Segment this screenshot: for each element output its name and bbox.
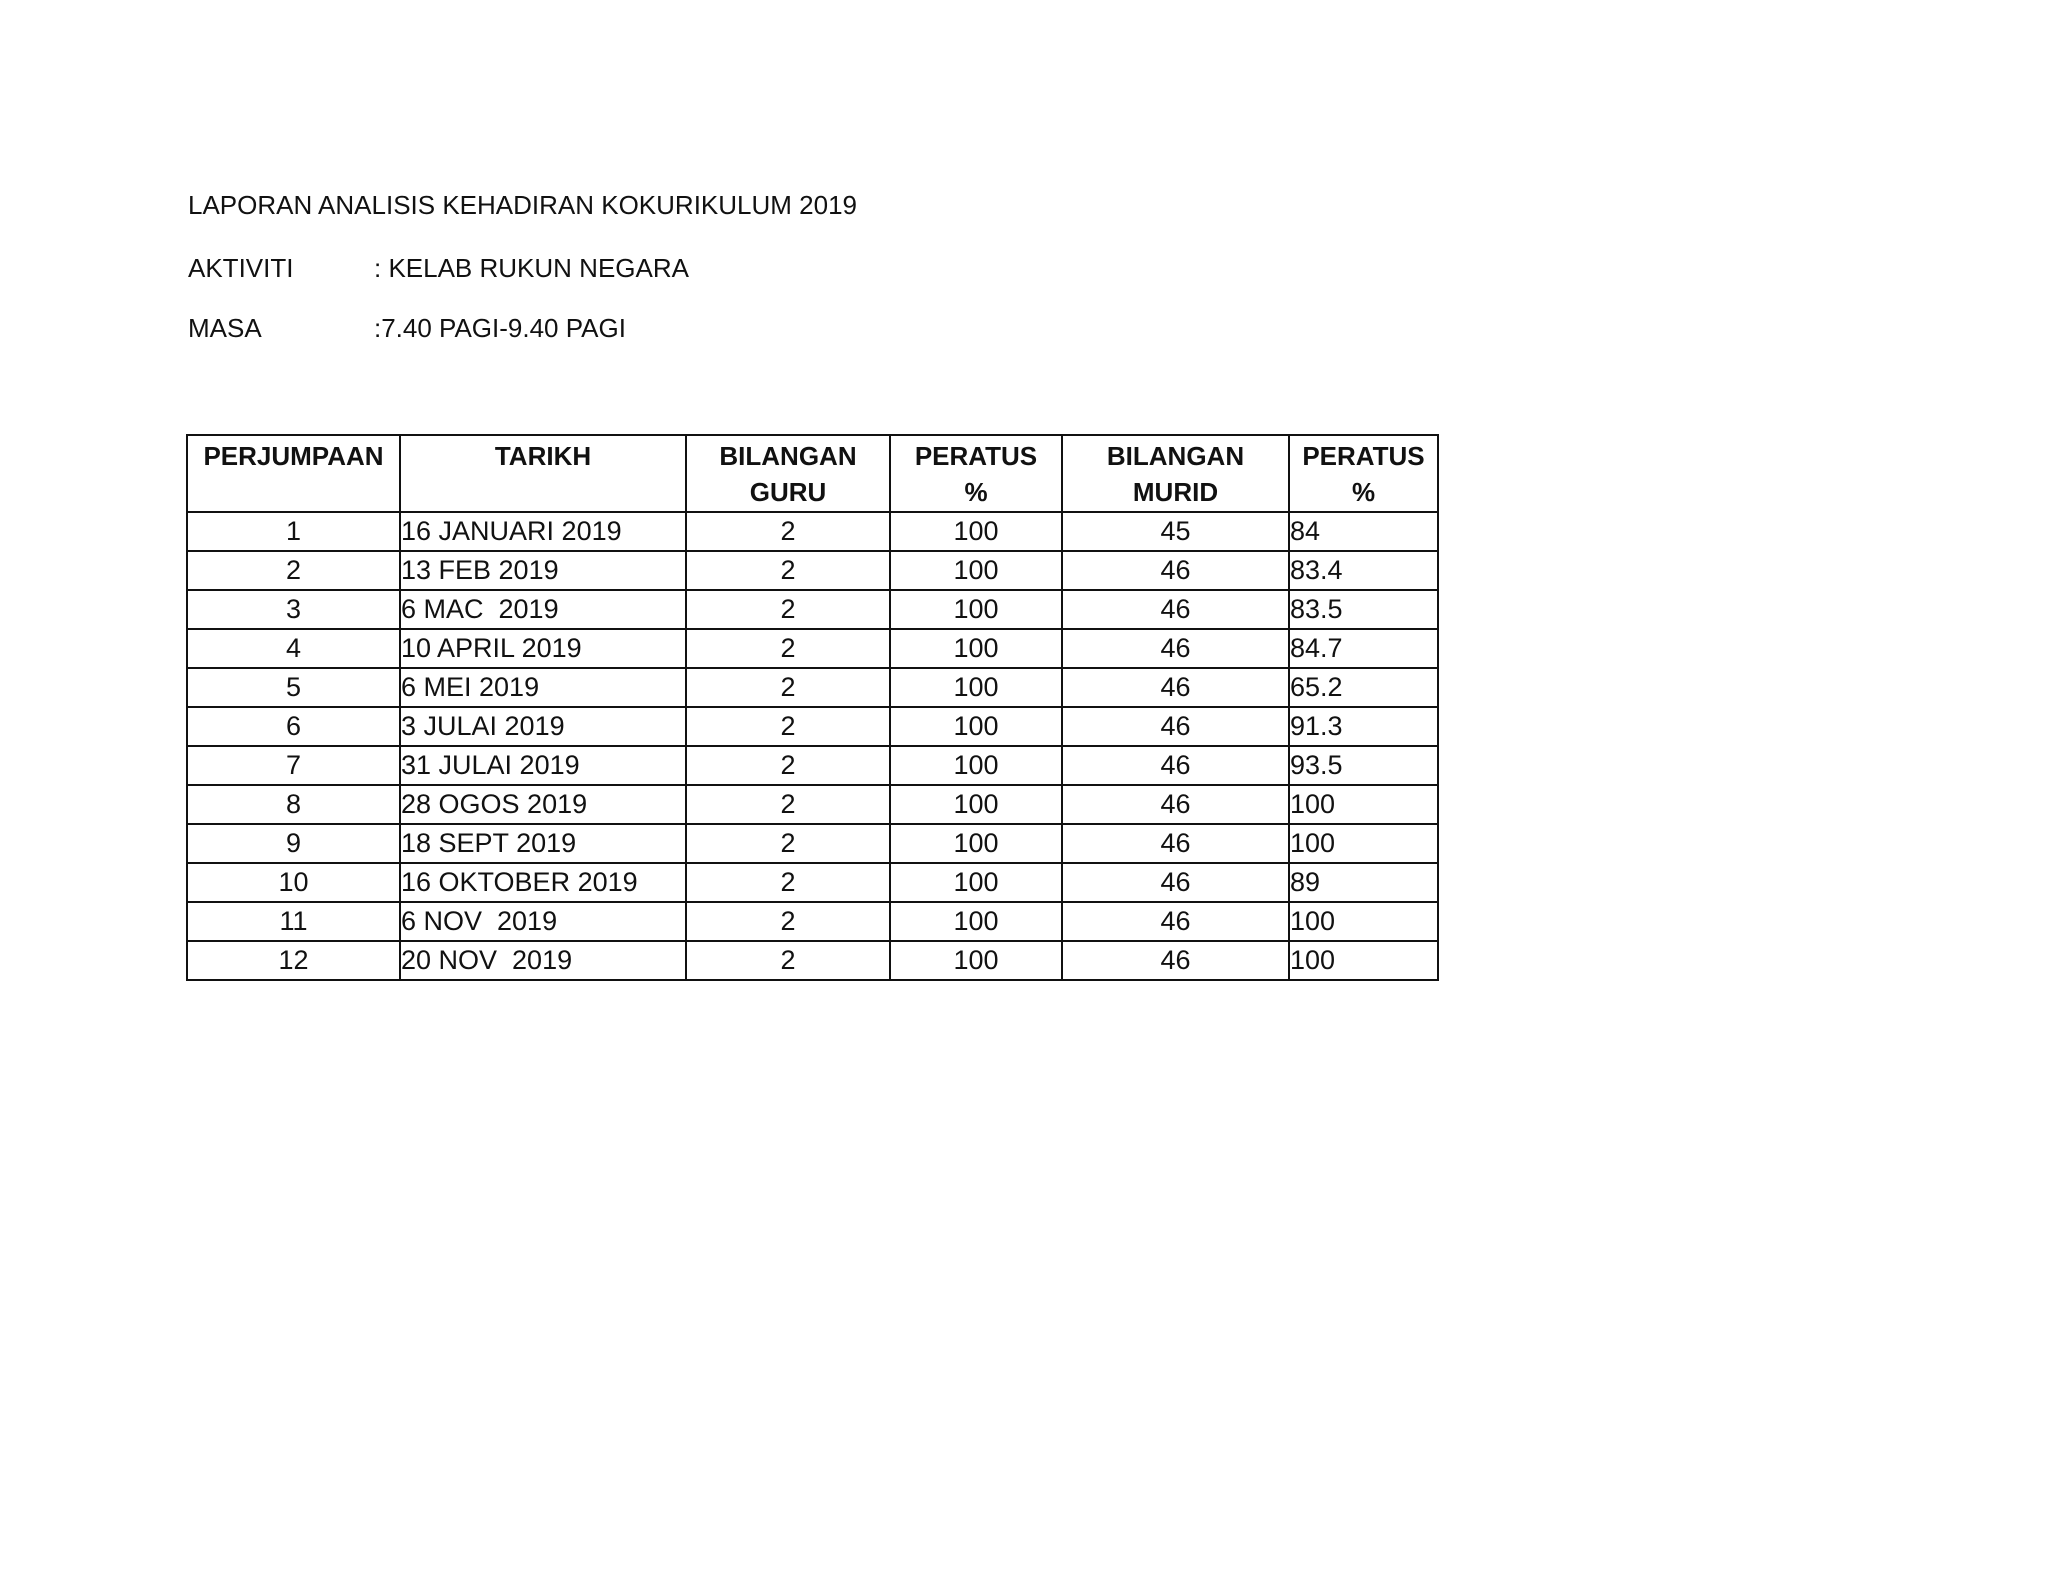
cell-bilangan-murid: 46	[1062, 629, 1289, 668]
cell-bilangan-murid: 46	[1062, 551, 1289, 590]
cell-peratus-guru: 100	[890, 785, 1062, 824]
cell-tarikh: 3 JULAI 2019	[400, 707, 686, 746]
header-peratus-murid	[1289, 435, 1438, 512]
cell-bilangan-guru: 2	[686, 941, 890, 980]
masa-value: :7.40 PAGI-9.40 PAGI	[374, 313, 626, 343]
cell-perjumpaan: 7	[187, 746, 400, 785]
cell-tarikh: 20 NOV 2019	[400, 941, 686, 980]
cell-bilangan-murid: 46	[1062, 941, 1289, 980]
cell-peratus-guru: 100	[890, 941, 1062, 980]
cell-peratus-guru: 100	[890, 512, 1062, 551]
cell-bilangan-murid: 46	[1062, 824, 1289, 863]
header-perjumpaan-line-1: PERJUMPAAN	[203, 441, 384, 471]
aktiviti-line	[188, 253, 689, 283]
cell-bilangan-guru: 2	[686, 590, 890, 629]
table-row	[187, 746, 1438, 785]
cell-perjumpaan: 1	[187, 512, 400, 551]
cell-peratus-guru: 100	[890, 668, 1062, 707]
table-row	[187, 785, 1438, 824]
header-peratus-guru	[890, 435, 1062, 512]
cell-peratus-murid: 100	[1289, 824, 1438, 863]
cell-peratus-murid: 100	[1289, 902, 1438, 941]
header-peratus-murid-line-1: PERATUS	[1302, 441, 1425, 471]
cell-perjumpaan: 9	[187, 824, 400, 863]
cell-peratus-murid: 84	[1289, 512, 1438, 551]
table-row	[187, 512, 1438, 551]
cell-bilangan-murid: 46	[1062, 590, 1289, 629]
cell-peratus-guru: 100	[890, 863, 1062, 902]
attendance-table	[186, 434, 1439, 981]
aktiviti-label: AKTIVITI	[188, 253, 294, 283]
cell-peratus-guru: 100	[890, 902, 1062, 941]
cell-peratus-murid: 100	[1289, 785, 1438, 824]
report-title	[188, 190, 857, 220]
header-bilangan-guru	[686, 435, 890, 512]
aktiviti-value: : KELAB RUKUN NEGARA	[374, 253, 689, 283]
header-bilangan-guru-line-2: GURU	[749, 477, 827, 507]
cell-bilangan-guru: 2	[686, 785, 890, 824]
header-perjumpaan	[187, 435, 400, 512]
cell-peratus-murid: 100	[1289, 941, 1438, 980]
table-row	[187, 941, 1438, 980]
cell-tarikh: 16 OKTOBER 2019	[400, 863, 686, 902]
cell-bilangan-murid: 46	[1062, 668, 1289, 707]
header-peratus-murid-line-2: %	[1351, 477, 1376, 507]
cell-bilangan-murid: 46	[1062, 785, 1289, 824]
cell-tarikh: 6 NOV 2019	[400, 902, 686, 941]
table-row	[187, 629, 1438, 668]
header-tarikh	[400, 435, 686, 512]
table-row	[187, 668, 1438, 707]
cell-perjumpaan: 4	[187, 629, 400, 668]
header-peratus-guru-line-1: PERATUS	[914, 441, 1038, 471]
header-row	[187, 435, 1438, 512]
cell-peratus-guru: 100	[890, 707, 1062, 746]
cell-peratus-guru: 100	[890, 590, 1062, 629]
cell-bilangan-murid: 46	[1062, 902, 1289, 941]
header-bilangan-guru-line-1: BILANGAN	[719, 441, 857, 471]
cell-tarikh: 13 FEB 2019	[400, 551, 686, 590]
header-peratus-guru-line-2: %	[964, 477, 988, 507]
attendance-table-header	[187, 435, 1438, 512]
table-row	[187, 824, 1438, 863]
table-row	[187, 902, 1438, 941]
cell-tarikh: 31 JULAI 2019	[400, 746, 686, 785]
cell-perjumpaan: 6	[187, 707, 400, 746]
cell-peratus-murid: 83.4	[1289, 551, 1438, 590]
cell-bilangan-guru: 2	[686, 902, 890, 941]
cell-peratus-murid: 83.5	[1289, 590, 1438, 629]
cell-perjumpaan: 3	[187, 590, 400, 629]
header-bilangan-murid-line-2: MURID	[1132, 477, 1219, 507]
cell-tarikh: 6 MEI 2019	[400, 668, 686, 707]
cell-peratus-guru: 100	[890, 551, 1062, 590]
attendance-table-body	[187, 512, 1438, 980]
table-row	[187, 590, 1438, 629]
cell-bilangan-guru: 2	[686, 512, 890, 551]
cell-peratus-murid: 65.2	[1289, 668, 1438, 707]
cell-tarikh: 16 JANUARI 2019	[400, 512, 686, 551]
cell-perjumpaan: 10	[187, 863, 400, 902]
cell-tarikh: 10 APRIL 2019	[400, 629, 686, 668]
cell-peratus-murid: 84.7	[1289, 629, 1438, 668]
cell-peratus-murid: 93.5	[1289, 746, 1438, 785]
cell-tarikh: 18 SEPT 2019	[400, 824, 686, 863]
cell-tarikh: 28 OGOS 2019	[400, 785, 686, 824]
cell-bilangan-guru: 2	[686, 863, 890, 902]
cell-bilangan-murid: 46	[1062, 863, 1289, 902]
cell-peratus-murid: 89	[1289, 863, 1438, 902]
cell-perjumpaan: 2	[187, 551, 400, 590]
table-row	[187, 863, 1438, 902]
table-row	[187, 551, 1438, 590]
cell-bilangan-guru: 2	[686, 824, 890, 863]
table-row	[187, 707, 1438, 746]
masa-label: MASA	[188, 313, 262, 343]
header-bilangan-murid-line-1: BILANGAN	[1106, 441, 1245, 471]
cell-perjumpaan: 12	[187, 941, 400, 980]
cell-bilangan-murid: 45	[1062, 512, 1289, 551]
cell-peratus-guru: 100	[890, 824, 1062, 863]
cell-peratus-guru: 100	[890, 629, 1062, 668]
header-tarikh-line-1: TARIKH	[494, 441, 592, 471]
cell-perjumpaan: 11	[187, 902, 400, 941]
cell-peratus-guru: 100	[890, 746, 1062, 785]
cell-bilangan-guru: 2	[686, 707, 890, 746]
cell-perjumpaan: 8	[187, 785, 400, 824]
cell-perjumpaan: 5	[187, 668, 400, 707]
cell-bilangan-guru: 2	[686, 629, 890, 668]
cell-bilangan-guru: 2	[686, 551, 890, 590]
cell-bilangan-murid: 46	[1062, 707, 1289, 746]
cell-bilangan-guru: 2	[686, 668, 890, 707]
masa-line	[188, 313, 626, 343]
report-title-text: LAPORAN ANALISIS KEHADIRAN KOKURIKULUM 2019	[188, 190, 858, 220]
cell-tarikh: 6 MAC 2019	[400, 590, 686, 629]
cell-bilangan-murid: 46	[1062, 746, 1289, 785]
cell-peratus-murid: 91.3	[1289, 707, 1438, 746]
header-bilangan-murid	[1062, 435, 1289, 512]
cell-bilangan-guru: 2	[686, 746, 890, 785]
